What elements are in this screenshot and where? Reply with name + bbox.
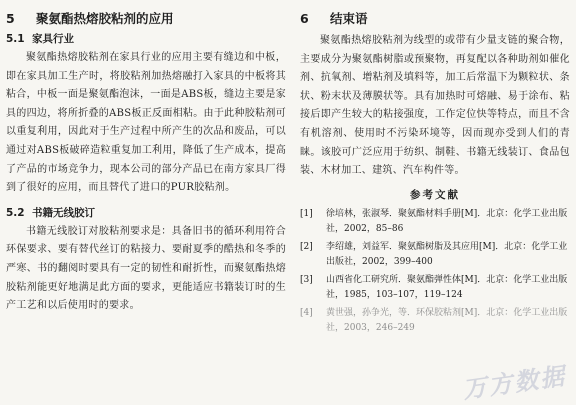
- subsection-number: 5.2: [6, 206, 25, 219]
- reference-text: 徐培林，张淑琴．聚氨酯材料手册[M]．北京：化学工业出版社，2002，85–86: [326, 208, 568, 235]
- section-6-heading: [300, 10, 570, 28]
- reference-item: [300, 207, 570, 238]
- subsection-5-2-heading: [6, 206, 286, 221]
- subsection-number: 5.1: [6, 33, 25, 45]
- subsection-5-1-heading: [6, 32, 286, 47]
- left-column: [6, 4, 286, 316]
- reference-number: [4]: [300, 307, 313, 318]
- section-number: 5: [6, 11, 15, 26]
- section-title: 结束语: [330, 11, 368, 26]
- reference-text: 黄世强，孙争光，等．环保胶粘剂[M]．北京：化学工业出版社，2003，246–249: [326, 307, 568, 334]
- reference-list: [300, 207, 570, 337]
- section-5-heading: [6, 10, 286, 28]
- reference-number: [3]: [300, 274, 313, 285]
- reference-number: [1]: [300, 208, 313, 219]
- reference-text: 李绍雄，刘益军．聚氨酯树脂及其应用[M]．北京：化学工业出版社，2002，399–400: [326, 241, 568, 268]
- paragraph-bookbinding: 书籍无线胶订对胶粘剂要求是：具备旧书的循环利用符合环保要求、要有替代丝订的粘接力、要耐夏季的酷热和冬季的严寒、书的翻阅时要具有一定的韧性和耐折性，而聚氨酯热熔胶粘剂能更好地满足此方面的要求，更能适应书籍装订时的生产工艺和以后使用时的要求。: [6, 225, 286, 312]
- reference-text: 山西省化工研究所．聚氨酯弹性体[M]．北京：化学工业出版社，1985，103–107，119–124: [326, 274, 568, 301]
- reference-item: [300, 240, 570, 271]
- subsection-title: 家具行业: [32, 33, 74, 45]
- watermark-logo: 万方数据: [460, 361, 568, 405]
- section-number: 6: [300, 11, 309, 26]
- right-column: [300, 4, 570, 339]
- references-heading: 参考文献: [410, 188, 460, 201]
- paragraph-furniture: 聚氨酯热熔胶粘剂在家具行业的应用主要有缝边和中板，即在家具加工生产时，将胶粘剂加热熔融打入家具的中板将其粘合，中板一面是聚氨酯泡沫，一面是ABS板，缝边主要是家具的四边，将所折叠的ABS板正反面相粘。由于此种胶粘剂可以重复利用，因此对于生产过程中所产生的次品和废品，可以通过对ABS板破碎造粒重复加工利用，降低了生产成本，提高了产品的市场竞争力，现本公司的部分产品已在南方家具厂得到了很好的应用，而且替代了进口的PUR胶粘剂。: [6, 52, 286, 194]
- subsection-title: 书籍无线胶订: [32, 206, 95, 219]
- paragraph-conclusion: 聚氨酯热熔胶粘剂为线型的或带有少量支链的聚合物，主要成分为聚氨酯树脂或预聚物，再复配以各种助剂如催化剂、抗氧剂、增粘剂及填料等，加工后常温下为颗粒状、条状、粉末状及薄膜状等。具有加热时可熔融、易于涂布、粘接后即产生较大的粘接强度，工作定位快等特点，而且不含有机溶剂、使用时不污染环境等，因而现亦受到人们的青睐。该胶可广泛应用于纺织、制鞋、书籍无线装订、食品包装、木材加工、建筑、汽车构件等。: [300, 35, 570, 177]
- reference-number: [2]: [300, 241, 313, 252]
- reference-item: [300, 273, 570, 304]
- section-title: 聚氨酯热熔胶粘剂的应用: [36, 11, 174, 26]
- reference-item: [300, 306, 570, 337]
